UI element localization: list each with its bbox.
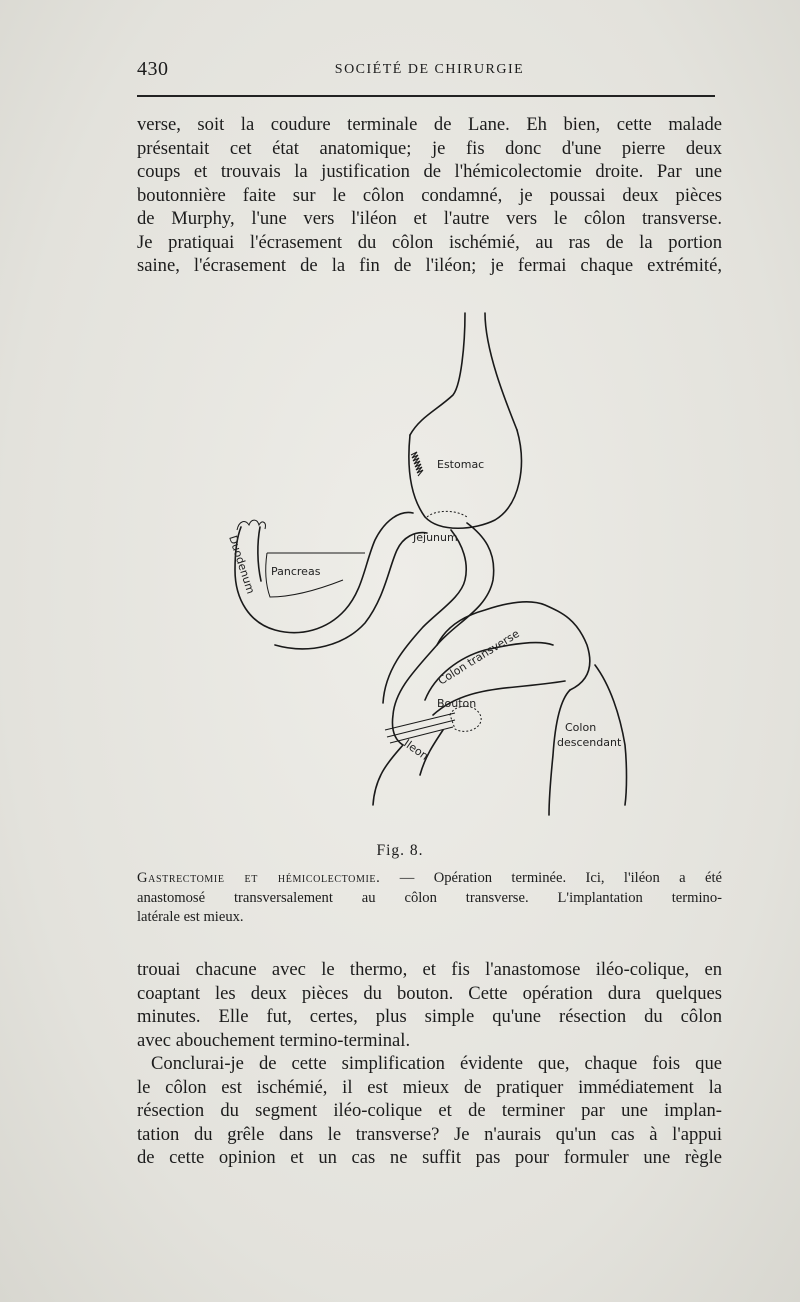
text-line: verse, soit la coudure terminale de Lane. Eh bien, cette malade <box>137 114 722 135</box>
text-line: Je pratiquai l'écrasement du côlon ischémié, au ras de la portion <box>137 231 722 253</box>
esophagus-outline <box>410 313 465 435</box>
text-line: saine, l'écrasement de la fin de l'iléon; je fermai chaque extrémité, <box>137 255 722 276</box>
caption-text: — Opération terminée. Ici, l'iléon a été <box>399 870 722 886</box>
murphy-button <box>450 706 481 731</box>
caption-line <box>137 869 722 889</box>
text-line: boutonnière faite sur le côlon condamné, je poussai deux pièces <box>137 184 722 206</box>
text-line: coups et trouvais la justification de l'hémicolectomie droite. Par une <box>137 161 722 182</box>
caption-title: Gastrectomie et hémicolectomie. <box>137 870 381 886</box>
ileum-label: Ileon <box>401 736 431 763</box>
text-line: de Murphy, l'une vers l'iléon et l'autre vers le côlon transverse. <box>137 208 722 229</box>
stomach-outline <box>409 430 522 528</box>
figure-label: Fig. 8. <box>376 842 424 859</box>
descending-colon-label: Colon <box>565 721 597 734</box>
text-line: présentait cet état anatomique; je fis donc d'une pierre deux <box>137 137 722 159</box>
text-line: minutes. Elle fut, certes, plus simple qu'une résection du côlon <box>137 1006 722 1027</box>
caption-line: anastomosé transversalement au côlon transverse. L'implantation termino- <box>137 889 722 906</box>
paragraph-1 <box>137 113 722 278</box>
running-head-title: SOCIÉTÉ DE CHIRURGIE <box>334 62 525 77</box>
transverse-colon-outline <box>437 602 590 690</box>
button-label: Bouton <box>437 697 477 710</box>
anatomical-sketch <box>215 305 635 830</box>
duodenum-outline <box>258 527 261 581</box>
text-line: Conclurai-je de cette simplification évidente que, chaque fois que <box>151 1053 722 1074</box>
text-line: avec abouchement termino-terminal. <box>137 1029 411 1051</box>
descending-colon-outline <box>595 665 627 805</box>
text-line: le côlon est ischémié, il est mieux de pratiquer immédiatement la <box>137 1076 722 1098</box>
text-line: trouai chacune avec le thermo, et fis l'anastomose iléo-colique, en <box>137 959 722 980</box>
esophagus-outline <box>485 313 517 430</box>
duodenum-outline <box>275 533 427 649</box>
jejunum-label: Jejunum <box>413 531 458 544</box>
text-line: coaptant les deux pièces du bouton. Cette opération dura quelques <box>137 982 722 1004</box>
pancreas-label: Pancreas <box>271 565 321 578</box>
transverse-colon-label: Colon transverse <box>435 627 522 688</box>
descending-colon-label: descendant <box>557 736 622 749</box>
descending-colon-outline <box>549 690 570 815</box>
text-line: de cette opinion et un cas ne suffit pas pour formuler une règle <box>137 1147 722 1168</box>
text-line: tation du grêle dans le transverse? Je n'aurais qu'un cas à l'appui <box>137 1123 722 1145</box>
caption-line: latérale est mieux. <box>137 909 244 925</box>
duodenum-outline <box>235 512 413 632</box>
text-line: résection du segment iléo-colique et de terminer par une implan- <box>137 1100 722 1121</box>
paragraph-2 <box>137 958 722 1170</box>
running-head <box>137 58 722 84</box>
header-rule <box>137 95 715 97</box>
page-number: 430 <box>137 58 169 80</box>
stomach-label: Estomac <box>437 458 485 471</box>
figure-caption <box>137 869 722 928</box>
duodenum-label: Duodenum <box>226 533 258 596</box>
stomach-anastomosis <box>427 511 467 517</box>
stomach-suture <box>411 452 423 476</box>
ileum-outline <box>373 745 403 805</box>
